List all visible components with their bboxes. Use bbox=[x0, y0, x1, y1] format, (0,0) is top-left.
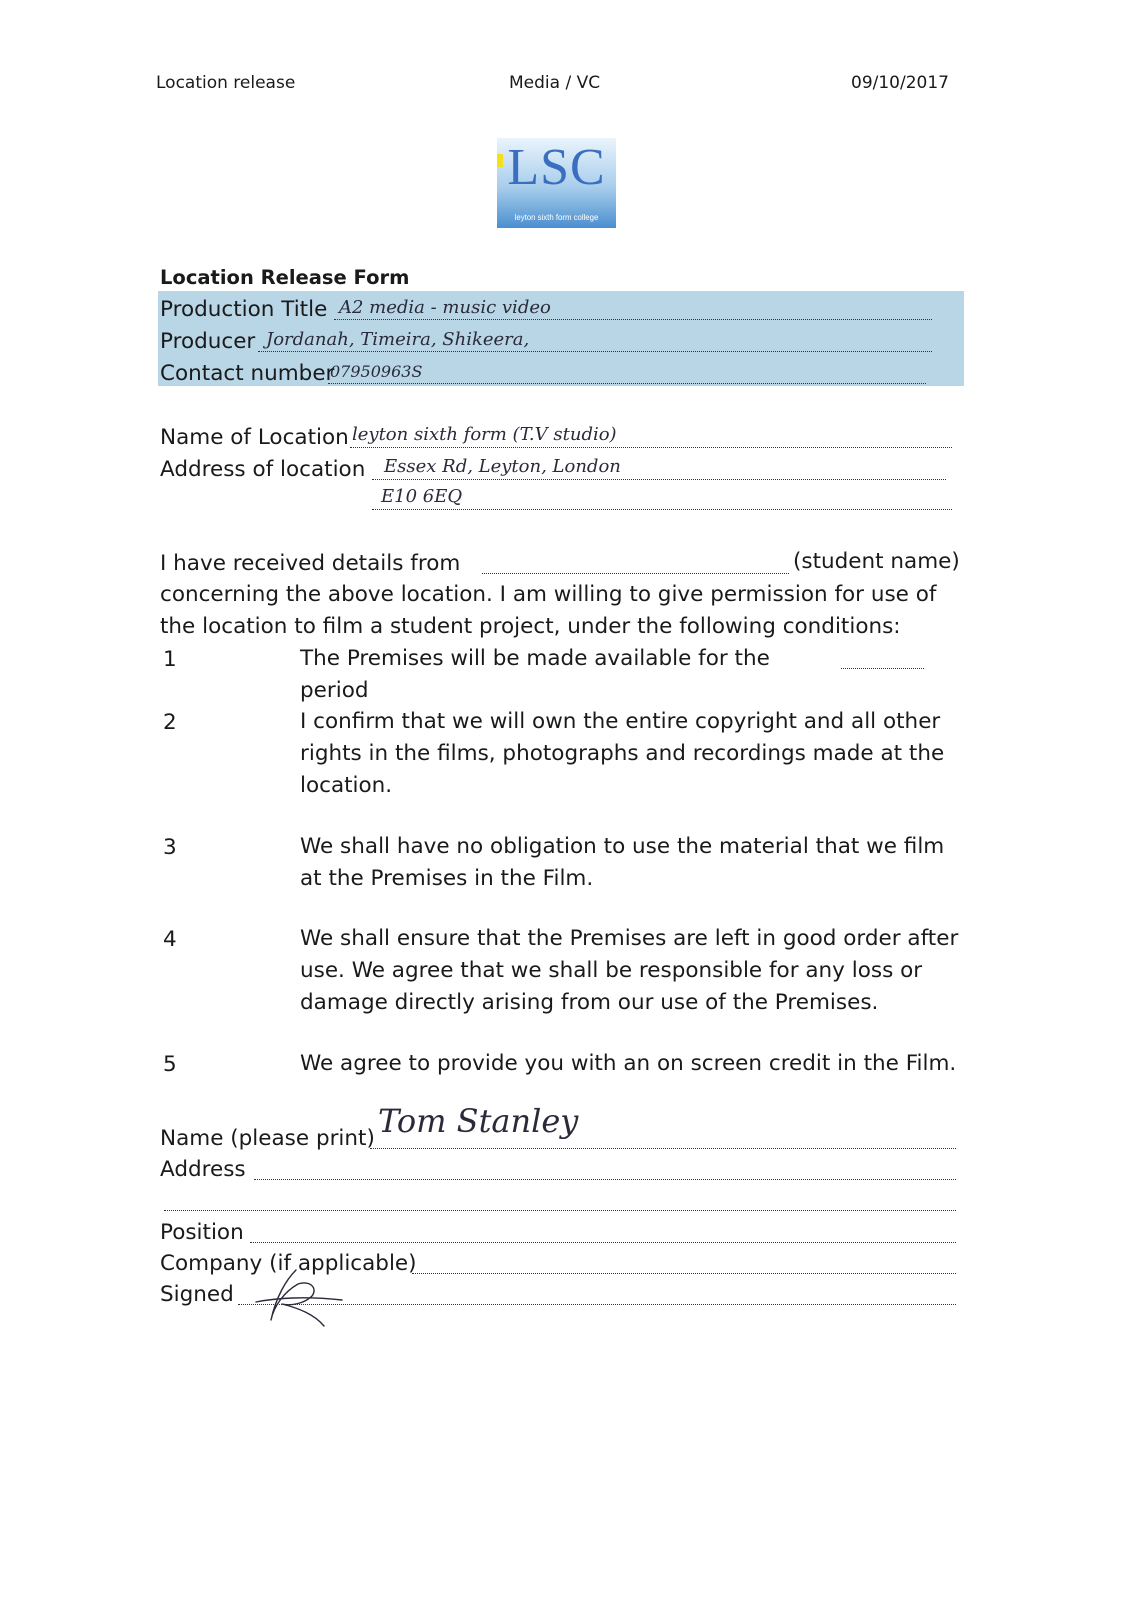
location-name-value: leyton sixth form (T.V studio) bbox=[352, 424, 617, 445]
statement-line-1-suffix: (student name) bbox=[793, 549, 960, 574]
address-line-extra[interactable] bbox=[164, 1210, 956, 1211]
contact-number-line[interactable] bbox=[328, 383, 926, 384]
condition-1-text: The Premises will be made available for the period bbox=[300, 646, 770, 703]
address-line-1-value: Essex Rd, Leyton, London bbox=[384, 456, 621, 477]
logo-text: LSC bbox=[507, 139, 606, 196]
condition-5-text: We agree to provide you with an on screen credit in the Film. bbox=[300, 1051, 957, 1076]
position-line[interactable] bbox=[250, 1242, 956, 1243]
condition-4-number: 4 bbox=[163, 927, 177, 952]
student-name-line[interactable] bbox=[482, 573, 789, 574]
signed-label: Signed bbox=[160, 1282, 234, 1307]
address-line-1[interactable] bbox=[372, 479, 946, 480]
condition-5-number: 5 bbox=[163, 1052, 177, 1077]
address-line-2[interactable] bbox=[372, 509, 952, 510]
address-label: Address bbox=[160, 1157, 246, 1182]
address-line-2-value: E10 6EQ bbox=[381, 486, 463, 507]
statement-line-2: concerning the above location. I am willing to give permission for use of bbox=[160, 582, 937, 607]
statement-line-1-prefix: I have received details from bbox=[160, 551, 461, 576]
condition-2-text: I confirm that we will own the entire copyright and all other rights in the films, photographs and recordings made at the location. bbox=[300, 709, 945, 798]
contact-number-value: 07950963S bbox=[330, 362, 423, 381]
production-title-label: Production Title bbox=[160, 297, 328, 322]
contact-number-label: Contact number bbox=[160, 361, 335, 386]
producer-label: Producer bbox=[160, 329, 256, 354]
name-print-label: Name (please print) bbox=[160, 1126, 375, 1151]
period-line[interactable] bbox=[841, 668, 924, 669]
header-center: Media / VC bbox=[509, 73, 601, 93]
header-date: 09/10/2017 bbox=[851, 73, 949, 93]
company-line[interactable] bbox=[412, 1273, 956, 1274]
condition-1-number: 1 bbox=[163, 647, 177, 672]
production-title-value: A2 media - music video bbox=[339, 297, 551, 318]
statement-line-3: the location to film a student project, under the following conditions: bbox=[160, 614, 901, 639]
condition-3-text: We shall have no obligation to use the material that we film at the Premises in the Film. bbox=[300, 834, 945, 891]
production-title-line[interactable] bbox=[334, 319, 932, 320]
location-name-label: Name of Location bbox=[160, 425, 349, 450]
condition-4-text: We shall ensure that the Premises are left in good order after use. We agree that we shall be responsible for any loss or damage directly arising from our use of the Premises. bbox=[300, 926, 959, 1015]
address-of-location-label: Address of location bbox=[160, 457, 366, 482]
name-print-line[interactable] bbox=[370, 1148, 956, 1149]
condition-2-number: 2 bbox=[163, 710, 177, 735]
name-print-value: Tom Stanley bbox=[378, 1102, 579, 1140]
company-label: Company (if applicable) bbox=[160, 1251, 417, 1276]
producer-line[interactable] bbox=[258, 351, 932, 352]
producer-value: Jordanah, Timeira, Shikeera, bbox=[266, 329, 530, 350]
condition-3-number: 3 bbox=[163, 835, 177, 860]
logo-subtitle: leyton sixth form college bbox=[514, 213, 599, 222]
position-label: Position bbox=[160, 1220, 244, 1245]
signature-scribble bbox=[226, 1262, 356, 1336]
college-logo bbox=[497, 138, 616, 228]
address-line[interactable] bbox=[254, 1179, 956, 1180]
form-title: Location Release Form bbox=[160, 266, 410, 289]
location-name-line[interactable] bbox=[350, 447, 952, 448]
header-left: Location release bbox=[156, 73, 296, 93]
